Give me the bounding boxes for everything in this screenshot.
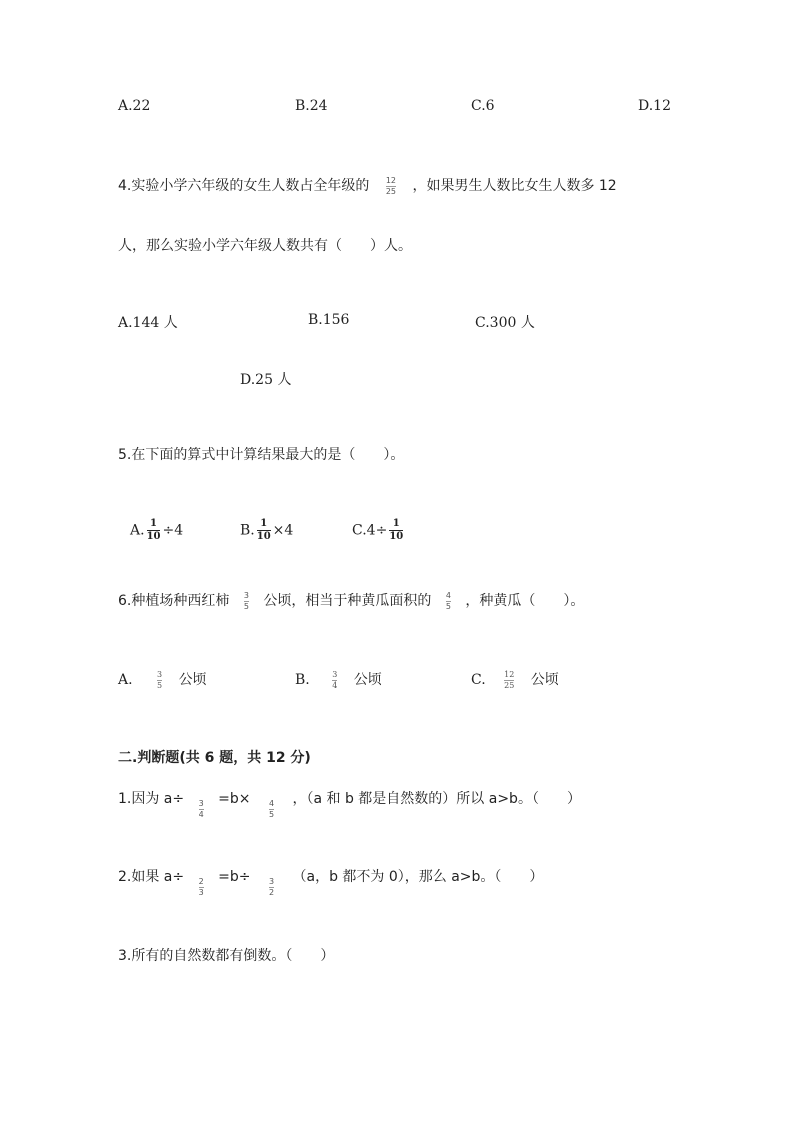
j1-fraction-1 bbox=[199, 800, 204, 819]
j2-f1-den: 3 bbox=[198, 887, 204, 897]
q6-opt-b-prefix: B. bbox=[295, 672, 310, 688]
q5-opt-c-prefix: C.4÷ bbox=[352, 522, 388, 539]
j2-line bbox=[118, 866, 544, 897]
q6-opt-c-num: 12 bbox=[504, 669, 515, 679]
q4-option-b: B.156 bbox=[308, 312, 350, 328]
q4-option-a: A.144 人 bbox=[118, 315, 178, 331]
j2-text-c: （a，b 都不为 0），那么 a>b。（ ） bbox=[292, 869, 544, 885]
section2-title: 二.判断题(共 6 题，共 12 分) bbox=[118, 750, 311, 766]
q6-option-c bbox=[471, 669, 559, 690]
q3-option-b: B.24 bbox=[295, 98, 328, 114]
j2-fraction-2 bbox=[269, 878, 274, 897]
q6-opt-a-num: 3 bbox=[157, 669, 163, 679]
q6-opt-b-unit: 公顷 bbox=[353, 672, 382, 688]
q4-text-b: ，如果男生人数比女生人数多 12 bbox=[412, 178, 617, 194]
q6-frac2-num: 4 bbox=[445, 590, 451, 600]
q6-fraction-1 bbox=[244, 592, 249, 611]
j2-text-a: 2.如果 a÷ bbox=[118, 869, 185, 885]
j1-f2-num: 4 bbox=[268, 798, 275, 808]
q5-opt-b-fraction bbox=[257, 519, 271, 542]
j3-text: 3.所有的自然数都有倒数。（ ） bbox=[118, 948, 335, 964]
j2-text-b: =b÷ bbox=[218, 869, 251, 885]
q6-frac1-num: 3 bbox=[243, 590, 249, 600]
q6-opt-c-fraction bbox=[504, 671, 514, 690]
q6-opt-b-fraction bbox=[332, 671, 337, 690]
q6-frac1-den: 5 bbox=[243, 601, 249, 611]
q6-opt-b-num: 3 bbox=[332, 669, 338, 679]
j2-fraction-1 bbox=[199, 878, 204, 897]
q5-opt-b-suffix: ×4 bbox=[272, 522, 294, 539]
q4-line1 bbox=[118, 175, 617, 196]
q5-option-b bbox=[240, 519, 293, 542]
q6-fraction-2 bbox=[446, 592, 451, 611]
q5-option-c bbox=[352, 519, 405, 542]
q3-option-a: A.22 bbox=[118, 98, 151, 114]
q4-frac-num: 12 bbox=[385, 175, 396, 185]
q6-text-a: 6.种植场种西红柿 bbox=[118, 593, 230, 609]
q4-line2: 人，那么实验小学六年级人数共有（ ）人。 bbox=[118, 238, 412, 254]
q5-option-a bbox=[130, 519, 183, 542]
q6-opt-c-unit: 公顷 bbox=[530, 672, 559, 688]
j2-f2-den: 2 bbox=[268, 887, 275, 897]
j1-f1-den: 4 bbox=[198, 809, 204, 819]
j1-text-c: ，（a 和 b 都是自然数的）所以 a>b。（ ） bbox=[292, 791, 581, 807]
q6-frac2-den: 5 bbox=[445, 601, 451, 611]
q3-option-d: D.12 bbox=[638, 98, 671, 114]
j1-f2-den: 5 bbox=[268, 809, 275, 819]
q6-opt-a-fraction bbox=[157, 671, 162, 690]
j1-line bbox=[118, 788, 581, 819]
q4-frac-den: 25 bbox=[385, 186, 396, 196]
q5-text: 5.在下面的算式中计算结果最大的是（ ）。 bbox=[118, 447, 405, 463]
q5-opt-c-num: 1 bbox=[389, 519, 403, 531]
q5-opt-b-num: 1 bbox=[257, 519, 271, 531]
j2-f2-num: 3 bbox=[268, 876, 275, 886]
q6-line bbox=[118, 590, 584, 611]
q5-opt-a-den: 10 bbox=[146, 531, 161, 542]
q5-opt-c-den: 10 bbox=[389, 531, 404, 542]
j1-f1-num: 3 bbox=[198, 798, 204, 808]
j1-fraction-2 bbox=[269, 800, 274, 819]
q6-option-b bbox=[295, 669, 382, 690]
q3-option-c: C.6 bbox=[471, 98, 495, 114]
q4-fraction bbox=[386, 177, 396, 196]
q5-opt-b-prefix: B. bbox=[240, 522, 255, 539]
q6-opt-a-unit: 公顷 bbox=[178, 672, 207, 688]
q5-opt-a-suffix: ÷4 bbox=[162, 522, 184, 539]
q4-text-a: 4.实验小学六年级的女生人数占全年级的 bbox=[118, 178, 370, 194]
q6-opt-a-den: 5 bbox=[157, 680, 163, 690]
q6-text-b: 公顷，相当于种黄瓜面积的 bbox=[263, 593, 432, 609]
q6-opt-b-den: 4 bbox=[332, 680, 338, 690]
q5-opt-b-den: 10 bbox=[256, 531, 271, 542]
q4-option-d: D.25 人 bbox=[240, 372, 292, 388]
q5-opt-c-fraction bbox=[389, 519, 403, 542]
q6-opt-a-prefix: A. bbox=[118, 672, 133, 688]
q4-option-c: C.300 人 bbox=[475, 315, 535, 331]
q5-opt-a-prefix: A. bbox=[130, 522, 145, 539]
j1-text-b: =b× bbox=[218, 791, 251, 807]
j2-f1-num: 2 bbox=[198, 876, 204, 886]
q6-opt-c-den: 25 bbox=[504, 680, 515, 690]
q5-opt-a-num: 1 bbox=[147, 519, 161, 531]
j1-text-a: 1.因为 a÷ bbox=[118, 791, 185, 807]
q6-text-c: ，种黄瓜（ ）。 bbox=[465, 593, 585, 609]
q6-opt-c-prefix: C. bbox=[471, 672, 486, 688]
q6-option-a bbox=[118, 669, 207, 690]
q5-opt-a-fraction bbox=[147, 519, 161, 542]
